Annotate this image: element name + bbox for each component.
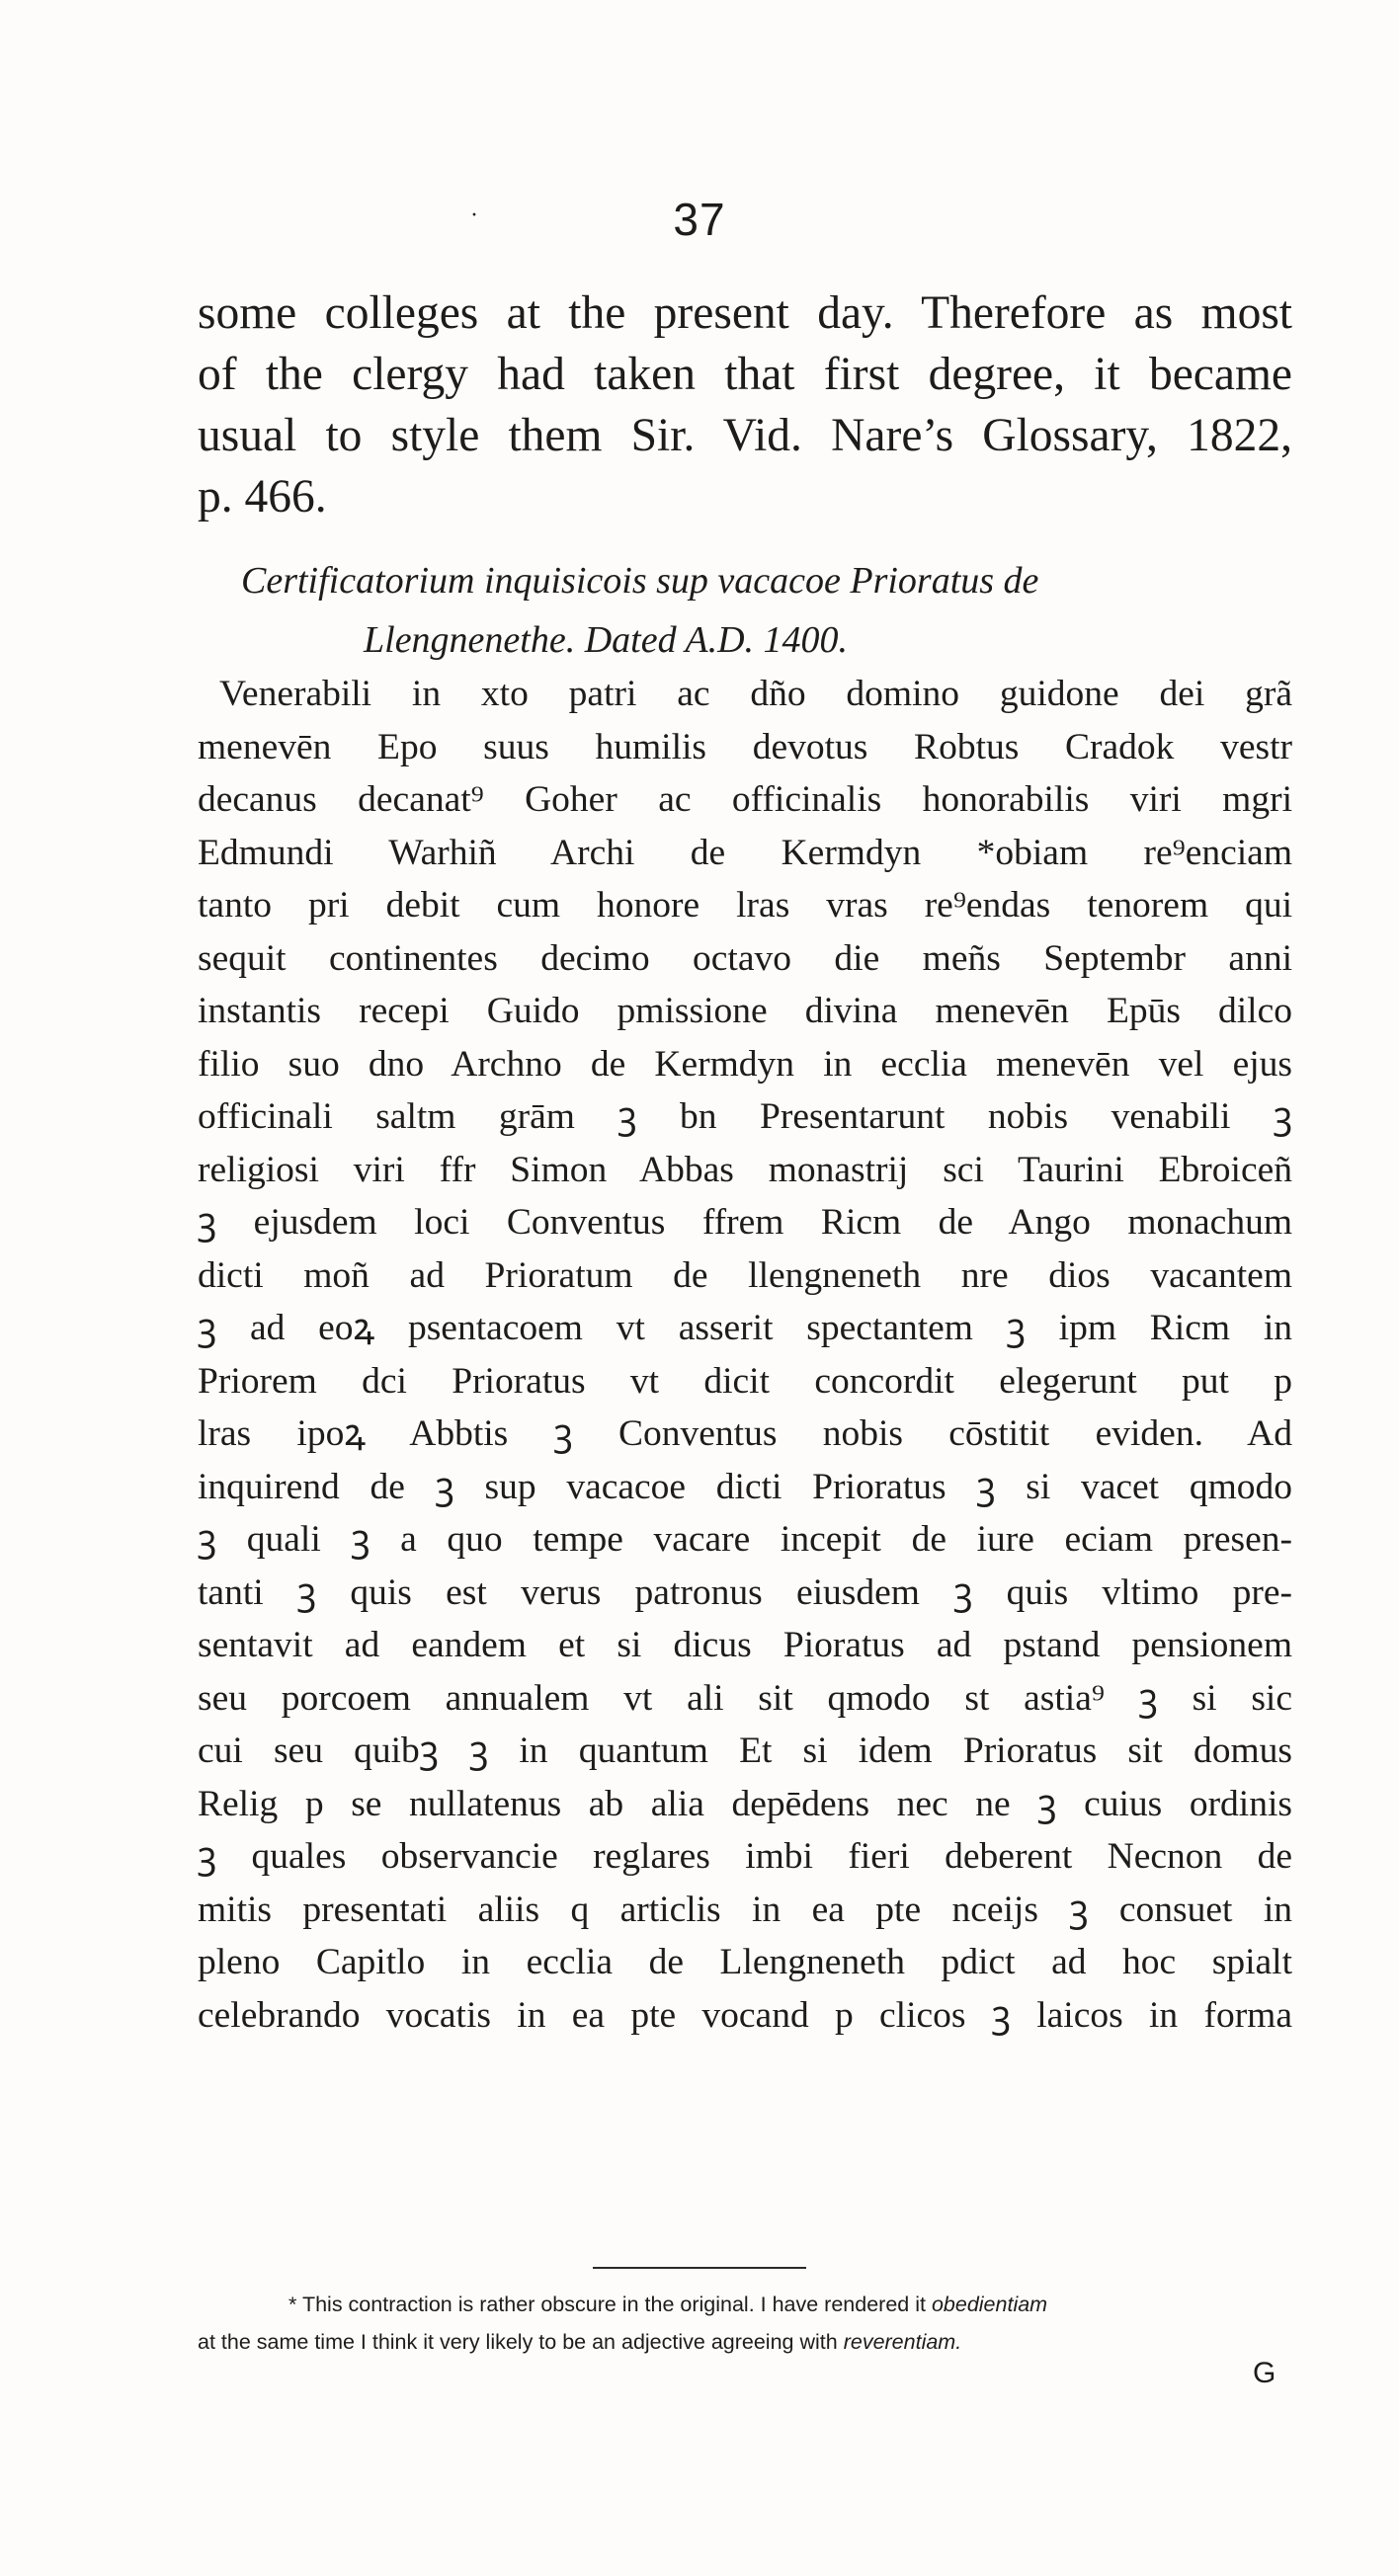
footnote-italic-term: obedientiam [931,2293,1048,2316]
text-line: Edmundi Warhiñ Archi de Kermdyn *obiam re⁹enciam [198,832,1292,873]
text-line: Venerabili in xto patri ac dño domino guidone dei grã [219,674,1292,714]
latin-text [198,668,1292,2042]
text-line: ꝫ ad eoꝝ psentacoem vt asserit spectantem ꝫ ipm Ricm in [198,1308,1292,1348]
text-line: Priorem dci Prioratus vt dicit concordit elegerunt put p [198,1360,1292,1402]
text-line: filio suo dno Archno de Kermdyn in ecclia menevēn vel ejus [198,1043,1292,1085]
signature-mark: G [1253,2357,1276,2389]
text-line: ꝫ quales observancie reglares imbi fieri deberent Necnon de [198,1836,1292,1877]
text-line: seu porcoem annualem vt ali sit qmodo st astia⁹ ꝫ si sic [198,1677,1292,1719]
text-line: officinali saltm grām ꝫ bn Presentarunt nobis venabili ꝫ [198,1096,1292,1137]
footnote-line [198,2286,1292,2323]
text-line: pleno Capitlo in ecclia de Llengneneth pdict ad hoc spialt [198,1942,1292,1982]
text-line: religiosi viri ffr Simon Abbas monastrij sci Taurini Ebroiceñ [198,1149,1292,1190]
text-line: dicti moñ ad Prioratum de llengneneth nre dios vacantem [198,1254,1292,1296]
footnote-italic-term: reverentiam. [843,2330,962,2354]
lead-line: some colleges at the present day. Therefore as most [198,287,1292,339]
text-line: tanto pri debit cum honore lras vras re⁹endas tenorem qui [198,885,1292,926]
footnote-text: at the same time I think it very likely to be an adjective agreeing with [198,2330,838,2354]
lead-line: p. 466. [198,471,327,523]
text-line: Relig p se nullatenus ab alia depēdens nec ne ꝫ cuius ordinis [198,1783,1292,1824]
text-line: tanti ꝫ quis est verus patronus eiusdem ꝫ quis vltimo pre- [198,1571,1292,1613]
text-line: instantis recepi Guido pmissione divina menevēn Epūs dilco [198,991,1292,1031]
text-line: ꝫ ejusdem loci Conventus ffrem Ricm de Ango monachum [198,1202,1292,1243]
footnote-divider [593,2267,806,2269]
heading-line: Llengnenethe. Dated A.D. 1400. [364,619,849,661]
page-number: 37 [673,194,726,245]
lead-paragraph [198,282,1292,527]
text-line: ꝫ quali ꝫ a quo tempe vacare incepit de iure eciam presen- [198,1519,1292,1560]
footnote-marker: * [288,2293,297,2316]
heading-line: Certificatorium inquisicois sup vacacoe Prioratus de [241,560,1039,602]
lead-line: of the clergy had taken that first degree, it became [198,349,1292,400]
text-line: inquirend de ꝫ sup vacacoe dicti Prioratus ꝫ si vacet qmodo [198,1466,1292,1507]
text-line: sentavit ad eandem et si dicus Pioratus ad pstand pensionem [198,1625,1292,1665]
text-line: lras ipoꝝ Abbtis ꝫ Conventus nobis cōstitit eviden. Ad [198,1413,1292,1454]
footnote [198,2286,1292,2361]
document-heading [198,551,1292,670]
text-line: decanus decanat⁹ Goher ac officinalis honorabilis viri mgri [198,779,1292,820]
text-line: mitis presentati aliis q articlis in ea pte nceijs ꝫ consuet in [198,1889,1292,1930]
stray-dot: · [470,202,478,228]
lead-line: usual to style them Sir. Vid. Nare’s Glossary, 1822, [198,410,1292,461]
text-line: menevēn Epo suus humilis devotus Robtus Cradok vestr [198,726,1292,767]
footnote-text: This contraction is rather obscure in the original. I have rendered it [301,2293,926,2316]
text-line: sequit continentes decimo octavo die meñs Septembr anni [198,937,1292,979]
footnote-line [198,2323,1292,2361]
text-line: celebrando vocatis in ea pte vocand p clicos ꝫ laicos in forma [198,1994,1292,2036]
text-line: cui seu quibꝫ ꝫ in quantum Et si idem Prioratus sit domus [198,1731,1292,1771]
